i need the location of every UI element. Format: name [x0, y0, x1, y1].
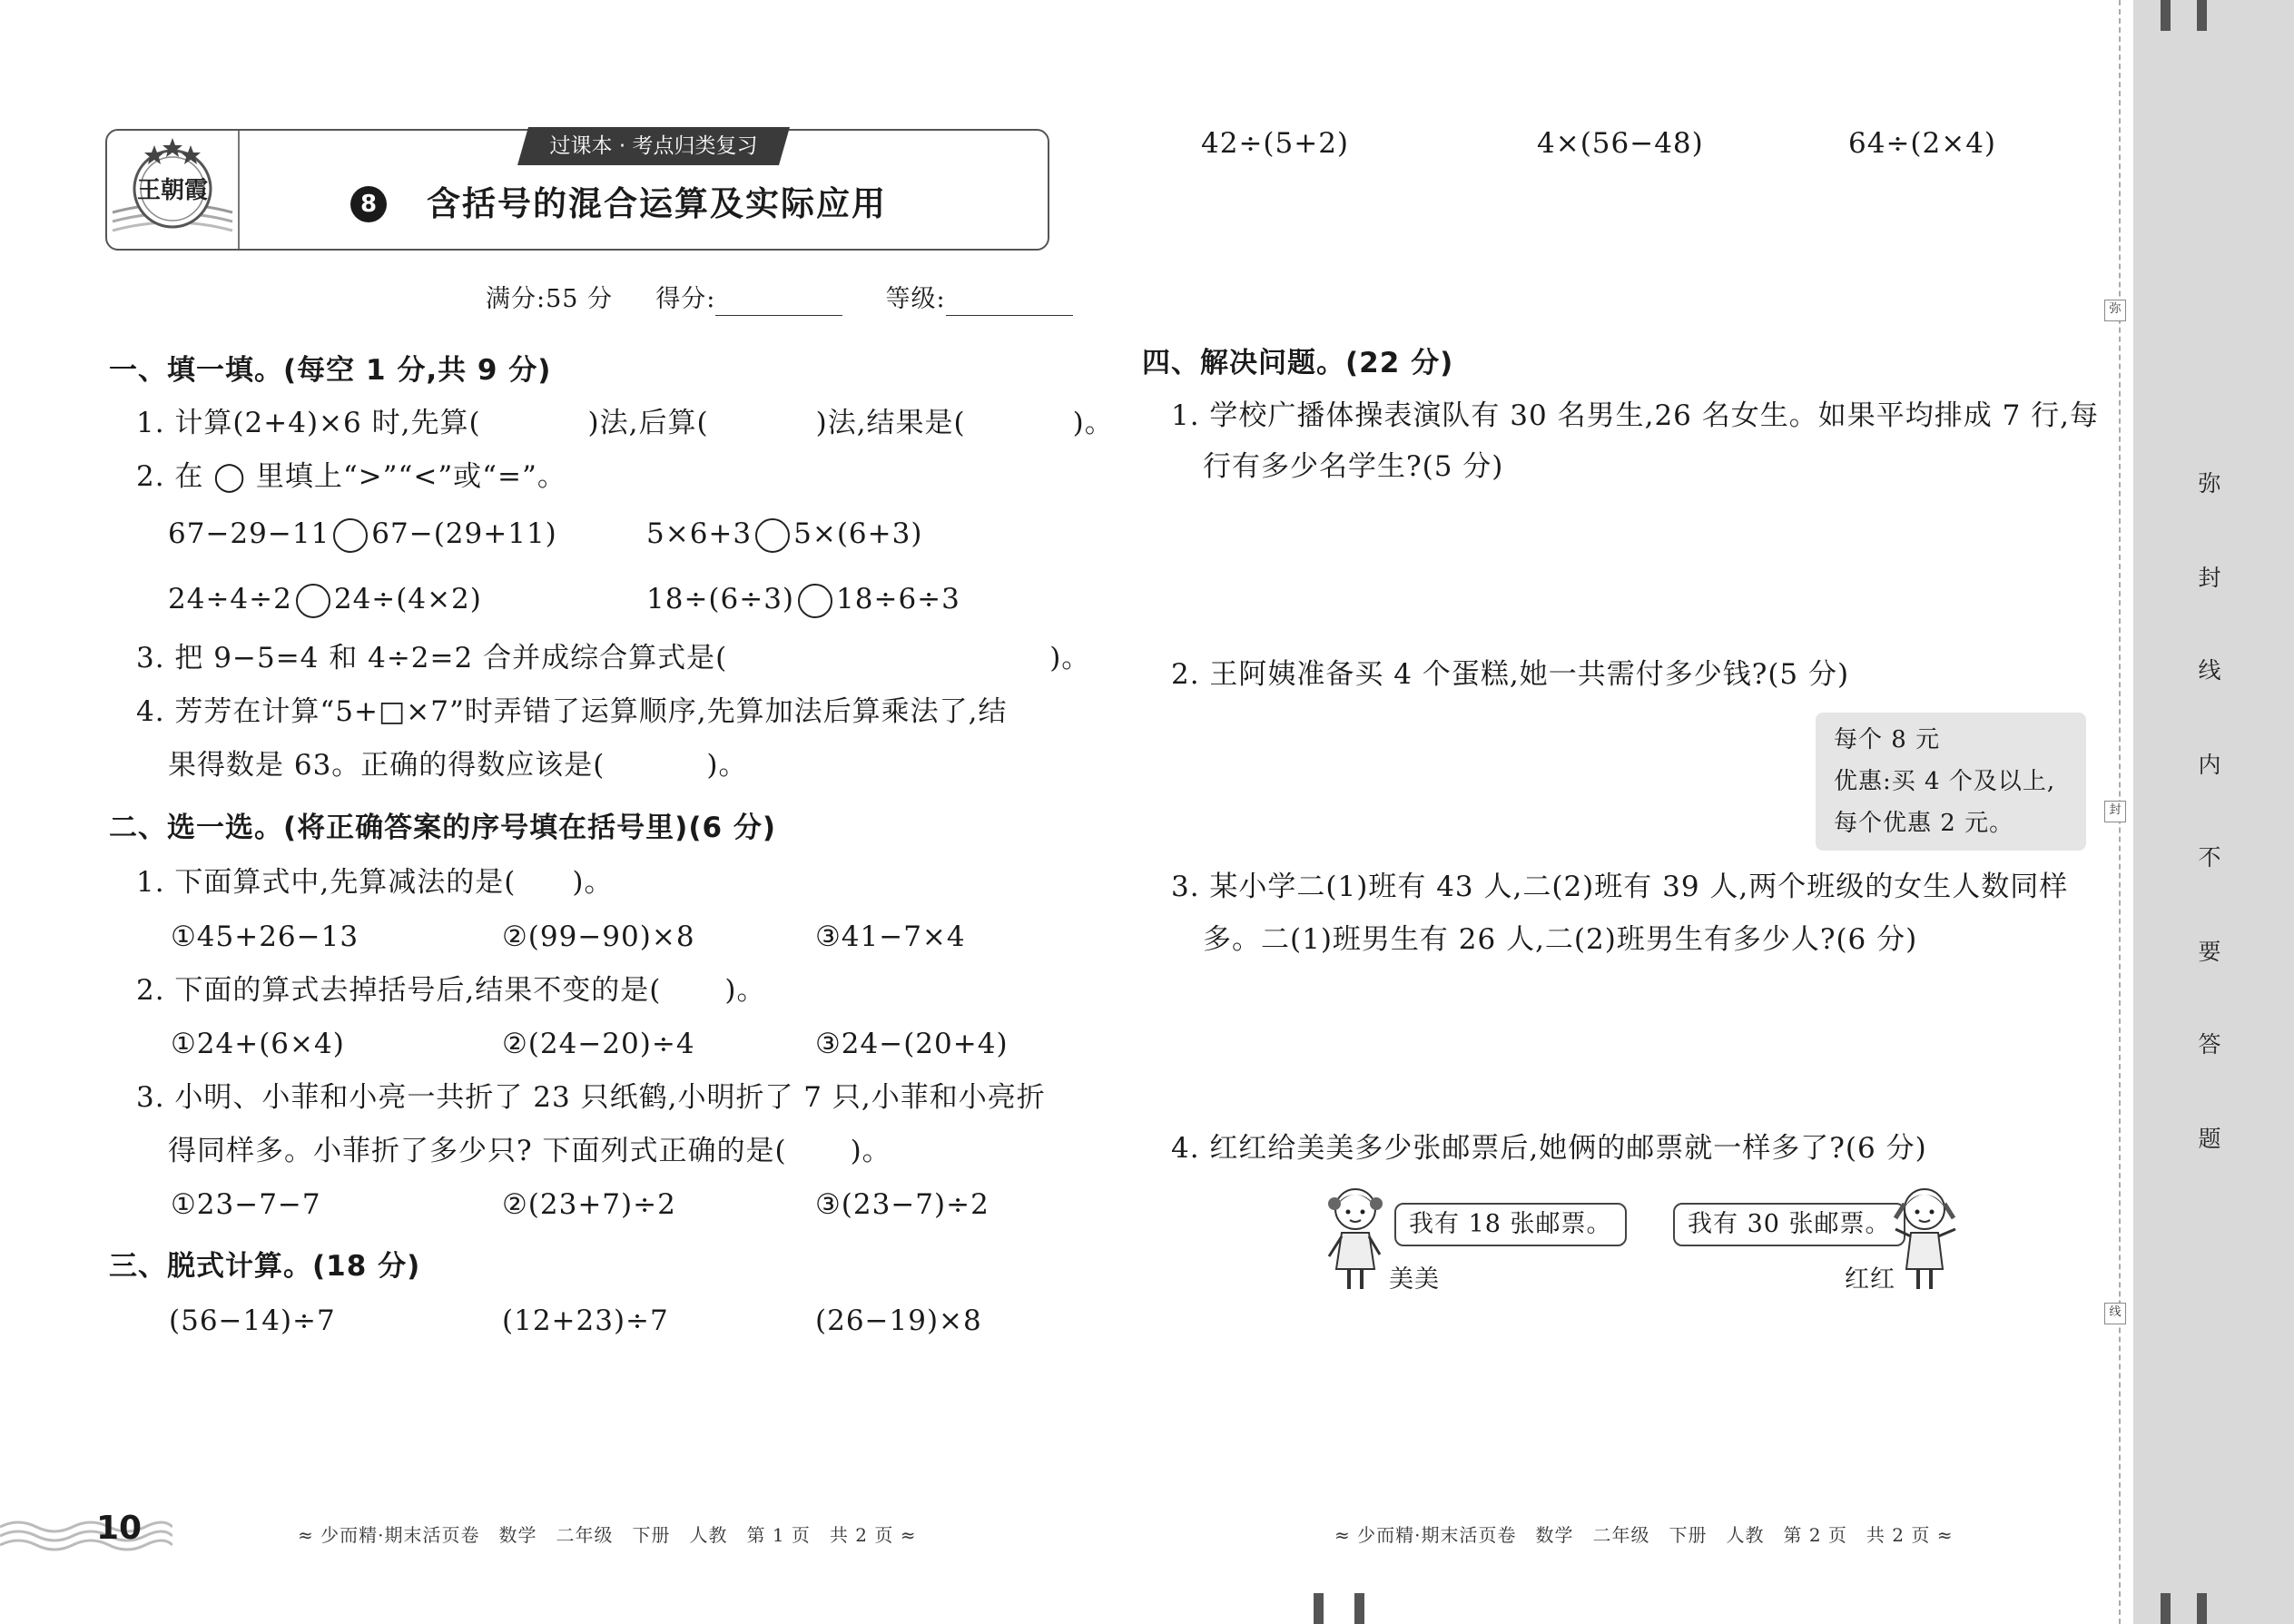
- side-mark: 线: [2104, 1303, 2126, 1324]
- s2-q3-line1: 3. 小明、小菲和小亮一共折了 23 只纸鹤,小明折了 7 只,小菲和小亮折: [136, 1081, 1046, 1114]
- section1-title: 一、填一填。(每空 1 分,共 9 分): [109, 354, 552, 387]
- name-meimei: 美美: [1389, 1265, 1440, 1294]
- s1-q3: 3. 把 9−5=4 和 4÷2=2 合并成综合算式是( )。: [136, 642, 1091, 674]
- compare-item: 5×6+3 5×(6+3): [646, 516, 922, 553]
- binding-char: 答: [2198, 1031, 2221, 1058]
- score-label: 得分:: [655, 285, 716, 313]
- option-item[interactable]: ③(23−7)÷2: [815, 1188, 989, 1221]
- binding-strip: [2133, 0, 2294, 1624]
- s4-q1-line1: 1. 学校广播体操表演队有 30 名男生,26 名女生。如果平均排成 7 行,每: [1171, 399, 2100, 432]
- s1-q4-line1: 4. 芳芳在计算“5+□×7”时弄错了运算顺序,先算加法后算乘法了,结: [136, 695, 1008, 728]
- section4-title: 四、解决问题。(22 分): [1142, 347, 1454, 379]
- option-item[interactable]: ①24+(6×4): [171, 1028, 345, 1060]
- s1-q1: 1. 计算(2+4)×6 时,先算( )法,后算( )法,结果是( )。: [136, 407, 1114, 439]
- binding-char: 线: [2198, 657, 2221, 684]
- svg-text:王朝霞: 王朝霞: [136, 177, 209, 204]
- option-item[interactable]: ③24−(20+4): [815, 1028, 1009, 1060]
- section2-title: 二、选一选。(将正确答案的序号填在括号里)(6 分): [109, 812, 777, 844]
- s4-q2: 2. 王阿姨准备买 4 个蛋糕,她一共需付多少钱?(5 分): [1171, 658, 1850, 691]
- compare-circle[interactable]: [333, 518, 368, 553]
- compare-item: 18÷(6÷3) 18÷6÷3: [646, 581, 960, 618]
- calc-expression: 64÷(2×4): [1848, 127, 1997, 160]
- section3-title: 三、脱式计算。(18 分): [109, 1250, 421, 1283]
- registration-bar: [2161, 0, 2171, 31]
- registration-bar: [2197, 0, 2207, 31]
- unit-number-badge: 8: [350, 186, 387, 222]
- name-honghong: 红红: [1845, 1265, 1895, 1294]
- girl-meimei-icon: [1324, 1182, 1387, 1293]
- footer-left: ≈ 少而精·期末活页卷 数学 二年级 下册 人教 第 1 页 共 2 页 ≈: [298, 1524, 917, 1546]
- option-item[interactable]: ③41−7×4: [815, 920, 966, 953]
- grade-blank[interactable]: [946, 315, 1073, 316]
- calc-expression: (56−14)÷7: [169, 1304, 336, 1337]
- s4-q1-line2: 行有多少名学生?(5 分): [1203, 450, 1504, 483]
- s1-q4-line2: 果得数是 63。正确的得数应该是( )。: [168, 749, 748, 782]
- binding-char: 题: [2198, 1126, 2221, 1152]
- registration-bar: [1354, 1593, 1364, 1624]
- binding-char: 封: [2198, 565, 2221, 591]
- binding-char: 弥: [2198, 470, 2221, 497]
- option-item[interactable]: ②(24−20)÷4: [502, 1028, 695, 1060]
- unit-title: 含括号的混合运算及实际应用: [427, 184, 887, 223]
- girl-honghong-icon: [1888, 1182, 1961, 1293]
- compare-circle[interactable]: [798, 584, 832, 618]
- s2-q2: 2. 下面的算式去掉括号后,结果不变的是( )。: [136, 974, 766, 1007]
- footer-right: ≈ 少而精·期末活页卷 数学 二年级 下册 人教 第 2 页 共 2 页 ≈: [1334, 1524, 1954, 1546]
- calc-expression: 42÷(5+2): [1201, 127, 1350, 160]
- brand-logo: [109, 133, 236, 247]
- calc-expression: (26−19)×8: [815, 1304, 982, 1337]
- s2-q3-line2: 得同样多。小菲折了多少只? 下面列式正确的是( )。: [168, 1135, 891, 1167]
- binding-char: 要: [2198, 939, 2221, 965]
- logo-divider: [238, 131, 240, 249]
- registration-bar: [2197, 1593, 2207, 1624]
- option-item[interactable]: ①45+26−13: [171, 920, 359, 953]
- binding-char: 内: [2198, 752, 2221, 778]
- price-line: 每个优惠 2 元。: [1834, 810, 2014, 837]
- s1-q2: 2. 在 ◯ 里填上“>”“<”或“=”。: [136, 460, 566, 493]
- s4-q3-line1: 3. 某小学二(1)班有 43 人,二(2)班有 39 人,两个班级的女生人数同样: [1171, 871, 2069, 903]
- price-line: 每个 8 元: [1834, 726, 1941, 753]
- calc-expression: 4×(56−48): [1537, 127, 1704, 160]
- calc-expression: (12+23)÷7: [502, 1304, 669, 1337]
- score-line: [486, 283, 1073, 316]
- full-score-label: 满分:55 分: [486, 285, 614, 313]
- compare-item: 67−29−11 67−(29+11): [168, 516, 557, 553]
- s4-q3-line2: 多。二(1)班男生有 26 人,二(2)班男生有多少人?(6 分): [1203, 923, 1918, 956]
- compare-circle[interactable]: [755, 518, 790, 553]
- price-line: 优惠:买 4 个及以上,: [1834, 768, 2056, 795]
- side-mark: 弥: [2104, 300, 2126, 321]
- footer-wave-decoration: [0, 1514, 172, 1556]
- option-item[interactable]: ②(23+7)÷2: [502, 1188, 676, 1221]
- binding-char: 不: [2198, 844, 2221, 871]
- s4-q4: 4. 红红给美美多少张邮票后,她俩的邮票就一样多了?(6 分): [1171, 1132, 1927, 1165]
- compare-item: 24÷4÷2 24÷(4×2): [168, 581, 482, 618]
- compare-circle[interactable]: [296, 584, 330, 618]
- speech-bubble-honghong: 我有 30 张邮票。: [1673, 1203, 1905, 1246]
- registration-bar: [1314, 1593, 1324, 1624]
- banner-label: 过课本 · 考点归类复习: [549, 134, 758, 158]
- option-item[interactable]: ①23−7−7: [171, 1188, 321, 1221]
- s2-q1: 1. 下面算式中,先算减法的是( )。: [136, 866, 614, 899]
- score-blank[interactable]: [715, 315, 842, 316]
- registration-bar: [2161, 1593, 2171, 1624]
- side-mark: 封: [2104, 801, 2126, 822]
- speech-bubble-meimei: 我有 18 张邮票。: [1394, 1203, 1627, 1246]
- grade-label: 等级:: [885, 285, 946, 313]
- option-item[interactable]: ②(99−90)×8: [502, 920, 695, 953]
- page-number: 10: [96, 1510, 143, 1547]
